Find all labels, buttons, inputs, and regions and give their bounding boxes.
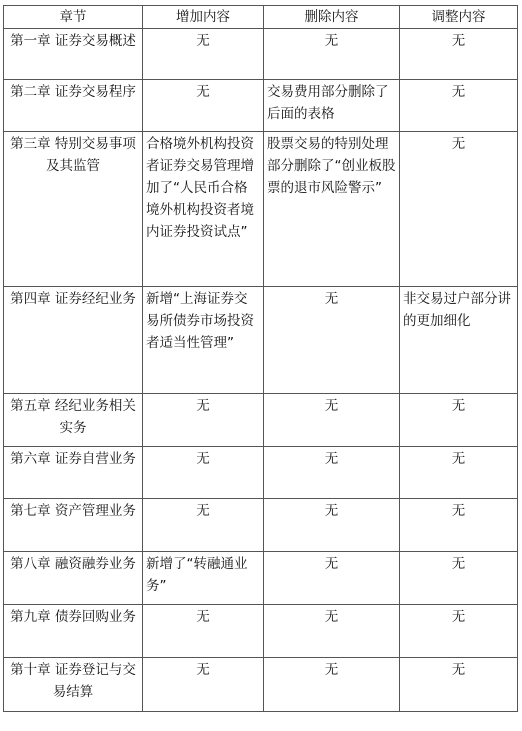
table-row xyxy=(4,658,518,712)
added-cell: 新增“上海证券交易所债券市场投资者适当性管理” xyxy=(143,287,264,394)
added-cell: 无 xyxy=(143,658,264,712)
chapter-cell: 第三章 特别交易事项及其监管 xyxy=(4,132,143,287)
added-cell: 无 xyxy=(143,499,264,552)
deleted-cell: 无 xyxy=(264,394,400,447)
adjusted-cell: 无 xyxy=(400,80,518,132)
table-row xyxy=(4,132,518,287)
adjusted-cell: 无 xyxy=(400,605,518,658)
added-cell: 无 xyxy=(143,394,264,447)
table-row xyxy=(4,29,518,80)
deleted-cell: 无 xyxy=(264,29,400,80)
header-deleted: 删除内容 xyxy=(264,6,400,29)
adjusted-cell: 无 xyxy=(400,499,518,552)
header-added: 增加内容 xyxy=(143,6,264,29)
adjusted-cell: 无 xyxy=(400,552,518,605)
chapter-cell: 第五章 经纪业务相关实务 xyxy=(4,394,143,447)
chapter-cell: 第六章 证券自营业务 xyxy=(4,447,143,499)
table-row xyxy=(4,447,518,499)
deleted-cell: 无 xyxy=(264,658,400,712)
chapter-cell: 第二章 证券交易程序 xyxy=(4,80,143,132)
adjusted-cell: 无 xyxy=(400,132,518,287)
added-cell: 合格境外机构投资者证券交易管理增加了“人民币合格境外机构投资者境内证券投资试点” xyxy=(143,132,264,287)
deleted-cell: 交易费用部分删除了后面的表格 xyxy=(264,80,400,132)
added-cell: 无 xyxy=(143,80,264,132)
chapter-cell: 第十章 证券登记与交易结算 xyxy=(4,658,143,712)
table-row xyxy=(4,287,518,394)
chapter-cell: 第七章 资产管理业务 xyxy=(4,499,143,552)
added-cell: 无 xyxy=(143,605,264,658)
header-chapter: 章节 xyxy=(4,6,143,29)
deleted-cell: 无 xyxy=(264,287,400,394)
table-header-row xyxy=(4,6,518,29)
adjusted-cell: 无 xyxy=(400,394,518,447)
added-cell: 无 xyxy=(143,29,264,80)
adjusted-cell: 非交易过户部分讲的更加细化 xyxy=(400,287,518,394)
table-row xyxy=(4,394,518,447)
deleted-cell: 股票交易的特别处理部分删除了“创业板股票的退市风险警示” xyxy=(264,132,400,287)
deleted-cell: 无 xyxy=(264,605,400,658)
chapter-cell: 第八章 融资融券业务 xyxy=(4,552,143,605)
table-row xyxy=(4,80,518,132)
chapter-cell: 第九章 债券回购业务 xyxy=(4,605,143,658)
adjusted-cell: 无 xyxy=(400,29,518,80)
table-row xyxy=(4,499,518,552)
chapter-changes-table xyxy=(3,5,518,712)
deleted-cell: 无 xyxy=(264,552,400,605)
deleted-cell: 无 xyxy=(264,447,400,499)
adjusted-cell: 无 xyxy=(400,447,518,499)
added-cell: 无 xyxy=(143,447,264,499)
deleted-cell: 无 xyxy=(264,499,400,552)
table-row xyxy=(4,605,518,658)
header-adjusted: 调整内容 xyxy=(400,6,518,29)
chapter-cell: 第一章 证券交易概述 xyxy=(4,29,143,80)
adjusted-cell: 无 xyxy=(400,658,518,712)
table-row xyxy=(4,552,518,605)
added-cell: 新增了“转融通业务” xyxy=(143,552,264,605)
chapter-cell: 第四章 证券经纪业务 xyxy=(4,287,143,394)
